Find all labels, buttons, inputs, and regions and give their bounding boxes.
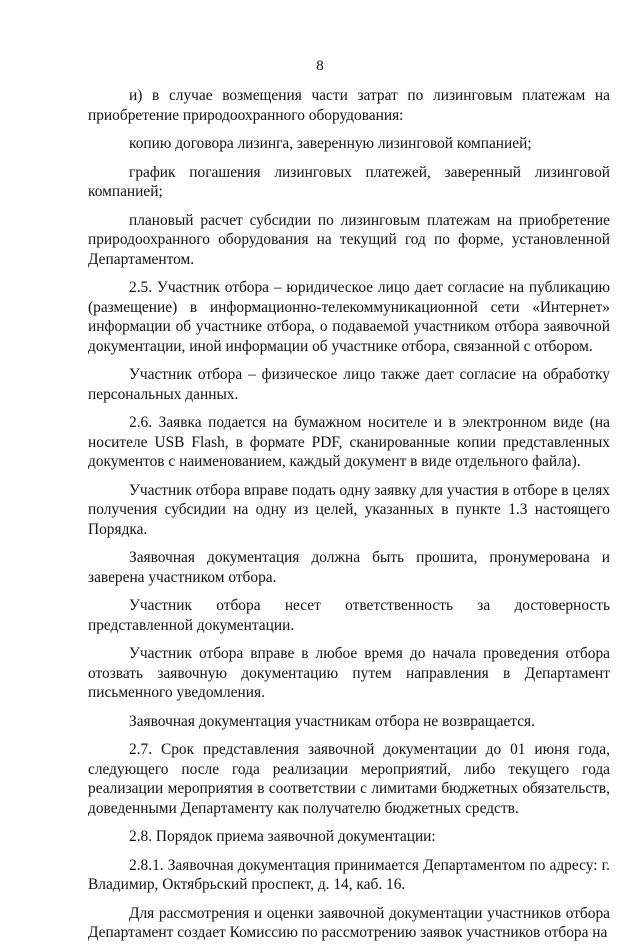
paragraph-withdrawal: Участник отбора вправе в любое время до начала проведения отбора отозвать заявочную документацию путем направления в Департамент письменного уведомления. xyxy=(88,645,610,701)
paragraph-commission: Для рассмотрения и оценки заявочной документации участников отбора Департамент создает Комиссию по рассмотрению заявок участников отбора на xyxy=(88,904,610,941)
paragraph-personal-data: Участник отбора – физическое лицо также дает согласие на обработку персональных данных. xyxy=(88,366,610,403)
paragraph-2-7: 2.7. Срок представления заявочной документации до 01 июня года, следующего после года реализации мероприятий, либо текущего года реализации мероприятия в соответствии с лимитами бюджетных обязательств, доведенными Департаменту как получателю бюджетных средств. xyxy=(88,741,610,817)
paragraph-2-6: 2.6. Заявка подается на бумажном носителе и в электронном виде (на носителе USB Flash, в формате PDF, сканированные копии представленных документов с наименованием, каждый документ в виде отдельного файла). xyxy=(88,414,610,470)
paragraph-subsidy-calculation: плановый расчет субсидии по лизинговым платежам на приобретение природоохранного оборудования на текущий год по форме, установленной Департаментом. xyxy=(88,211,610,268)
paragraph-2-5: 2.5. Участник отбора – юридическое лицо дает согласие на публикацию (размещение) в информационно-телекоммуникационной сети «Интернет» информации об участнике отбора, о подаваемой участником отбора заявочной документации, иной информации об участнике отбора, связанной с отбором. xyxy=(88,279,610,355)
paragraph-responsibility: Участник отбора несет ответственность за достоверность представленной документации. xyxy=(88,597,610,634)
document-body xyxy=(88,86,610,952)
paragraph-item-i: и) в случае возмещения части затрат по лизинговым платежам на приобретение природоохранного оборудования: xyxy=(88,87,610,124)
paragraph-payment-schedule: график погашения лизинговых платежей, заверенный лизинговой компанией; xyxy=(88,163,610,200)
paragraph-not-returned: Заявочная документация участникам отбора не возвращается. xyxy=(129,712,535,730)
paragraph-2-8-1: 2.8.1. Заявочная документация принимается Департаментом по адресу: г. Владимир, Октябрьский проспект, д. 14, каб. 16. xyxy=(88,856,610,893)
paragraph-2-8: 2.8. Порядок приема заявочной документации: xyxy=(129,828,436,845)
paragraph-leasing-contract: копию договора лизинга, заверенную лизинговой компанией; xyxy=(129,135,532,152)
page-number: 8 xyxy=(316,58,324,74)
paragraph-one-application: Участник отбора вправе подать одну заявку для участия в отборе в целях получения субсидии на одну из целей, указанных в пункте 1.3 настоящего Порядка. xyxy=(88,481,610,538)
paragraph-documentation-bound: Заявочная документация должна быть прошита, пронумерована и заверена участником отбора. xyxy=(88,549,610,586)
